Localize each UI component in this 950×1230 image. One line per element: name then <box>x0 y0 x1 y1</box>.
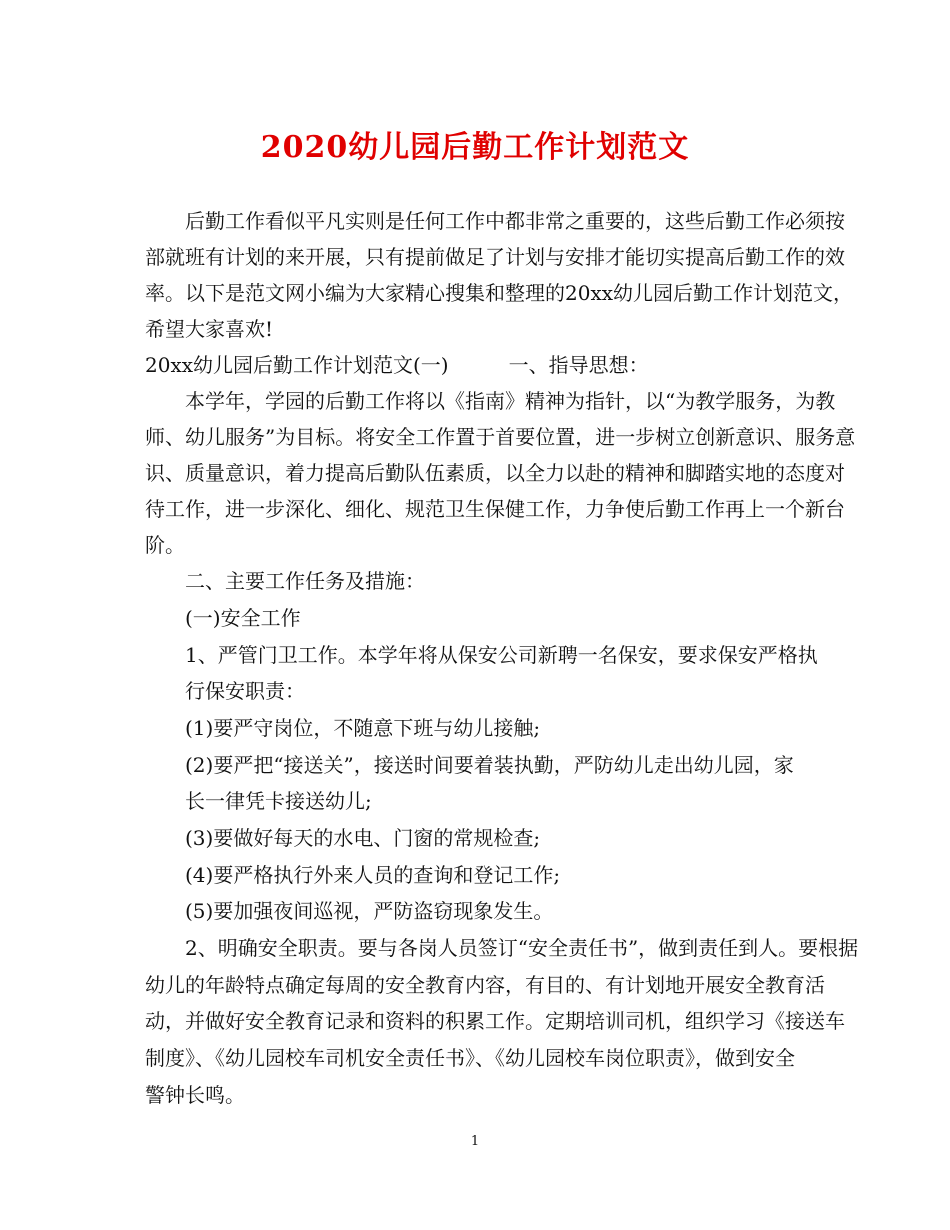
paragraph-line: 希望大家喜欢! <box>145 317 274 341</box>
paragraph-line: 警钟长鸣。 <box>145 1083 245 1107</box>
paragraph-line: 师、幼儿服务”为目标。将安全工作置于首要位置，进一步树立创新意识、服务意 <box>145 425 856 449</box>
paragraph-line: 1、严管门卫工作。本学年将从保安公司新聘一名保安，要求保安严格执 <box>145 643 818 667</box>
document-title: 2020幼儿园后勤工作计划范文 <box>260 130 690 165</box>
paragraph-line: (3)要做好每天的水电、门窗的常规检查; <box>145 826 541 850</box>
paragraph-line: 阶。 <box>145 533 185 557</box>
paragraph-line: 二、主要工作任务及措施： <box>145 569 425 593</box>
paragraph-line: (5)要加强夜间巡视，严防盗窃现象发生。 <box>145 899 554 923</box>
paragraph-line: 待工作，进一步深化、细化、规范卫生保健工作，力争使后勤工作再上一个新台 <box>145 497 845 521</box>
paragraph-line: 幼儿的年龄特点确定每周的安全教育内容，有目的、有计划地开展安全教育活 <box>145 973 825 997</box>
paragraph-line: (一)安全工作 <box>145 606 301 630</box>
paragraph-line: 行保安职责： <box>145 679 305 703</box>
paragraph-line: 长一律凭卡接送幼儿; <box>145 789 372 813</box>
paragraph-line: (4)要严格执行外来人员的查询和登记工作; <box>145 863 561 887</box>
paragraph-line: 后勤工作看似平凡实则是任何工作中都非常之重要的，这些后勤工作必须按 <box>145 209 845 233</box>
page-number: 1 <box>470 1134 480 1149</box>
paragraph-line: 本学年，学园的后勤工作将以《指南》精神为指针，以“为教学服务，为教 <box>145 389 836 413</box>
paragraph-line: (1)要严守岗位，不随意下班与幼儿接触; <box>145 716 541 740</box>
paragraph-line: 部就班有计划的来开展，只有提前做足了计划与安排才能切实提高后勤工作的效 <box>145 245 845 269</box>
paragraph-line: 率。以下是范文网小编为大家精心搜集和整理的20xx幼儿园后勤工作计划范文， <box>145 281 854 305</box>
paragraph-line: (2)要严把“接送关”，接送时间要着装执勤，严防幼儿走出幼儿园，家 <box>145 753 794 777</box>
paragraph-line: 识、质量意识，着力提高后勤队伍素质，以全力以赴的精神和脚踏实地的态度对 <box>145 461 845 485</box>
paragraph-line: 2、明确安全职责。要与各岗人员签订“安全责任书”，做到责任到人。要根据 <box>145 936 859 960</box>
paragraph-line: 动，并做好安全教育记录和资料的积累工作。定期培训司机，组织学习《接送车 <box>145 1009 845 1033</box>
paragraph-line: 制度》、《幼儿园校车司机安全责任书》、《幼儿园校车岗位职责》，做到安全 <box>145 1046 795 1070</box>
paragraph-line: 20xx幼儿园后勤工作计划范文(一) 一、指导思想： <box>145 353 649 377</box>
